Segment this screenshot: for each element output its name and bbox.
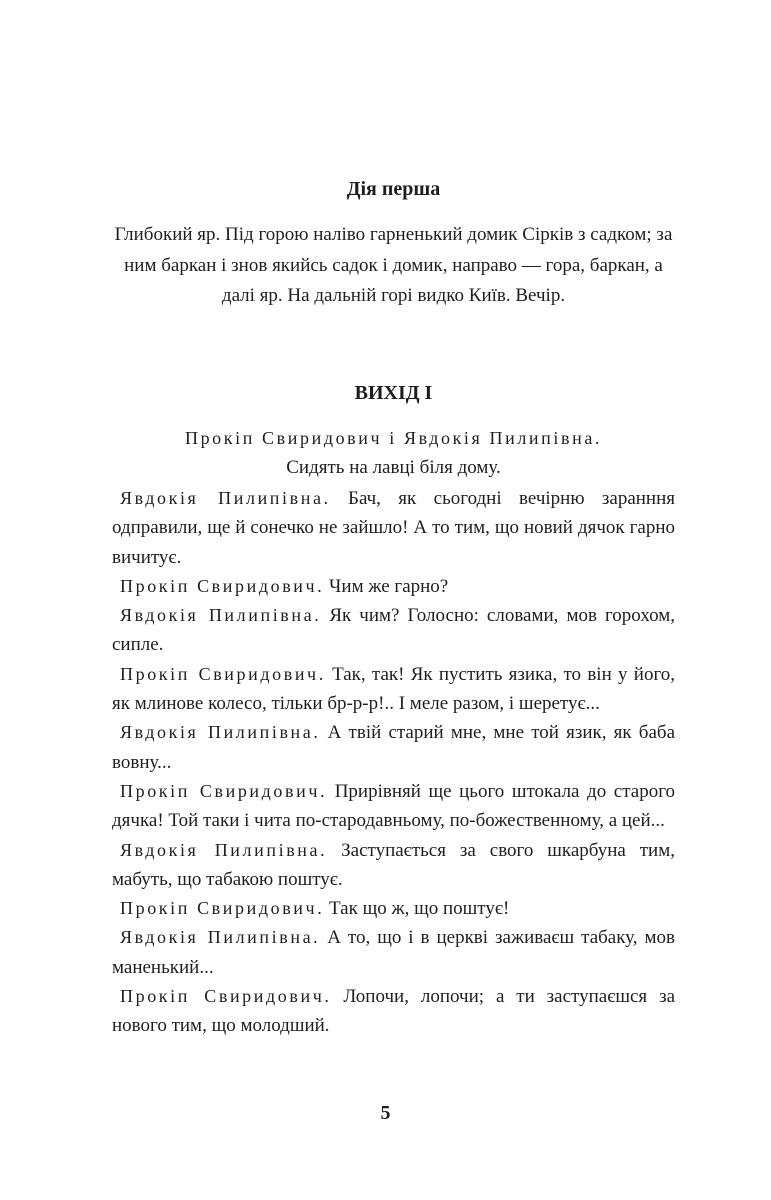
dialogue-line	[112, 572, 675, 601]
stage-direction: Глибокий яр. Під горою наліво гарненький домик Сірків з садком; за ним баркан і знов якийсь садок і домик, направо — гора, баркан, а далі яр. На дальній горі видко Київ. Вечір.	[114, 224, 673, 306]
line-text: Так, так! Як пустить язика, то він у його, як млинове колесо, тільки бр-р-р!.. І меле разом, і шеретує...	[112, 663, 676, 715]
dialogue-line	[112, 923, 675, 982]
speaker-name: Прокіп Свиридович.	[120, 663, 326, 684]
line-text: Як чим? Голосно: словами, мов горохом, сипле.	[112, 605, 676, 656]
dialogue-line	[112, 660, 675, 719]
dialogue-line	[112, 718, 675, 777]
dialogue-line	[112, 894, 675, 923]
speaker-name: Явдокія Пилипівна.	[120, 488, 331, 508]
act-title: Дія перша	[346, 178, 441, 200]
line-text: А то, що і в церкві заживаєш табаку, мов маненький...	[112, 927, 675, 978]
scene-direction: Сидять на лавці біля дому.	[286, 457, 501, 478]
speaker-name: Прокіп Свиридович.	[120, 986, 332, 1007]
dialogue	[112, 484, 675, 1041]
speaker-name: Явдокія Пилипівна.	[120, 722, 321, 743]
line-text: Бач, як сьогодні вечірню заранння одправили, ще й сонечко не зайшло! А то тим, що новий дячок гарно вичитує.	[112, 488, 676, 568]
dialogue-line	[112, 777, 675, 836]
speaker-name: Прокіп Свиридович.	[120, 575, 325, 596]
dialogue-line	[112, 484, 675, 572]
speaker-name: Явдокія Пилипівна.	[120, 927, 321, 948]
speaker-name: Прокіп Свиридович.	[120, 780, 328, 801]
speaker-name: Явдокія Пилипівна.	[120, 839, 328, 860]
scene-characters: Прокіп Свиридович і Явдокія Пилипівна.	[184, 428, 603, 448]
speaker-name: Прокіп Свиридович.	[120, 898, 325, 919]
line-text: Лопочи, лопочи; а ти заступаєшся за нового тим, що молодший.	[112, 986, 676, 1037]
speaker-name: Явдокія Пилипівна.	[120, 605, 322, 626]
line-text: Чим же гарно?	[329, 575, 449, 597]
page-number: 5	[380, 1102, 391, 1124]
line-text: Прирівняй ще цього штокала до старого дячка! Той таки і чита по-стародавньому, по-божественному, а цей...	[112, 780, 676, 832]
line-text: А твій старий мне, мне той язик, як баба вовну...	[112, 722, 676, 773]
scene-title: ВИХІД I	[354, 382, 433, 404]
dialogue-line	[112, 836, 675, 895]
line-text: Так що ж, що поштує!	[329, 898, 510, 920]
dialogue-line	[112, 601, 675, 660]
dialogue-line	[112, 982, 675, 1041]
line-text: Заступається за свого шкарбуна тим, мабуть, що табакою поштує.	[112, 839, 675, 890]
scene-characters-block	[112, 424, 675, 482]
